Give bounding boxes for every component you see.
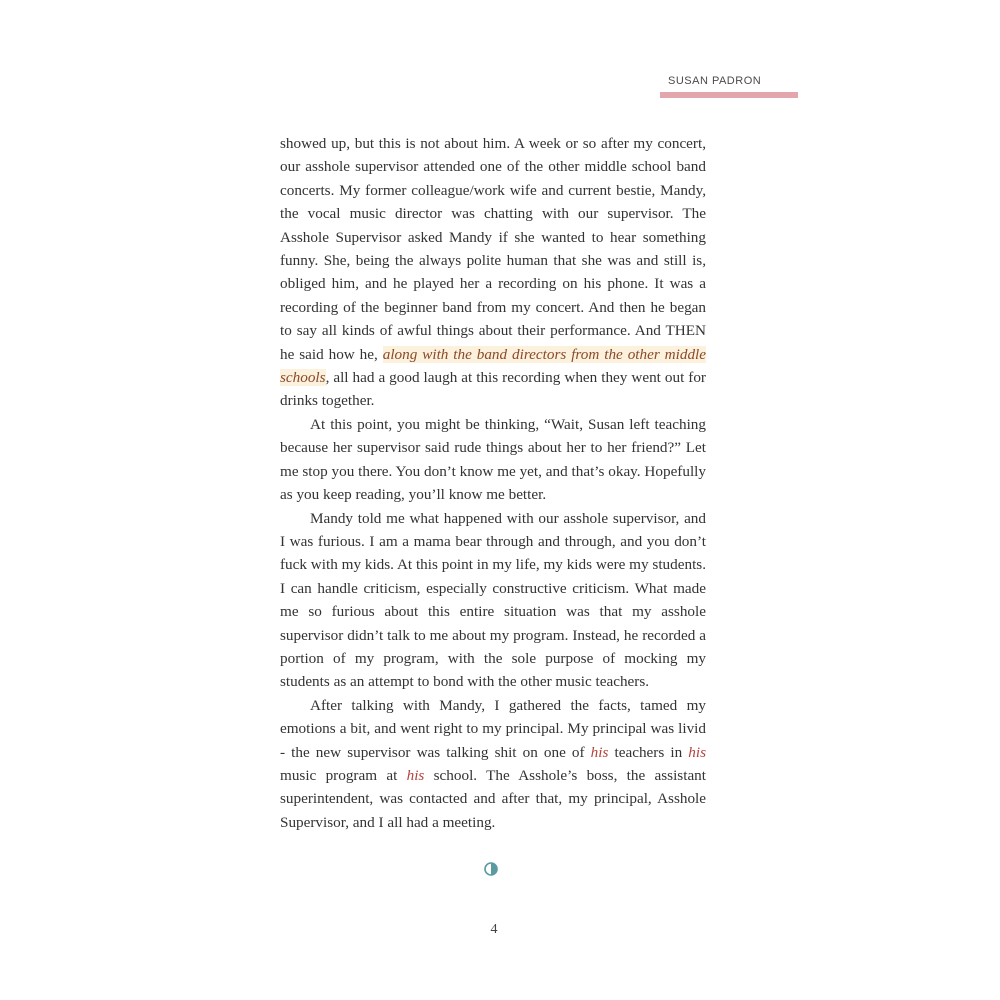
p1-text-after: , all had a good laugh at this recording when they went out for drinks together. bbox=[280, 369, 706, 410]
emphasis-his-2: his bbox=[688, 743, 706, 761]
p4-text-1: After talking with Mandy, I gathered the facts, tamed my emotions a bit, and went right to my principal. My principal was livid - the new supervisor was talking shit on one of bbox=[280, 696, 706, 761]
header-accent-bar bbox=[660, 92, 798, 98]
paragraph-3: Mandy told me what happened with our asshole supervisor, and I was furious. I am a mama bear through and through, and you don’t fuck with my kids. At this point in my life, my kids were my students. I can handle criticism, especially constructive criticism. What made me so furious about this entire situation was that my asshole supervisor didn’t talk to me about my program. Instead, he recorded a portion of my program, with the sole purpose of mocking my students as an attempt to bond with the other music teachers. bbox=[280, 509, 706, 691]
author-name: SUSAN PADRON bbox=[668, 75, 762, 87]
page-body bbox=[280, 132, 706, 834]
highlighted-emphasis: along with the band directors from the other middle schools bbox=[280, 345, 706, 387]
paragraph-2: At this point, you might be thinking, “Wait, Susan left teaching because her supervisor said rude things about her to her friend?” Let me stop you there. You don’t know me yet, and that’s okay. Hopefully as you keep reading, you’ll know me better. bbox=[280, 415, 706, 504]
emphasis-his-3: his bbox=[406, 766, 425, 784]
paragraph-4 bbox=[280, 694, 706, 834]
running-header bbox=[660, 74, 796, 98]
page-number: 4 bbox=[490, 922, 498, 937]
p4-text-3: music program at bbox=[280, 766, 407, 784]
emphasis-his-1: his bbox=[590, 743, 609, 761]
p1-text-before: showed up, but this is not about him. A week or so after my concert, our asshole supervisor attended one of the other middle school band concerts. My former colleague/work wife and current bestie, Mandy, the vocal music director was chatting with our supervisor. The Asshole Supervisor asked Mandy if she wanted to hear something funny. She, being the always polite human that she was and still is, obliged him, and he played her a recording on his phone. It was a recording of the beginner band from my concert. And then he began to say all kinds of awful things about their performance. And THEN he said how he, bbox=[280, 135, 706, 363]
paragraph-1 bbox=[280, 132, 706, 413]
half-circle-icon bbox=[484, 862, 498, 876]
p4-text-2: teachers in bbox=[608, 743, 689, 761]
p4-text-4: school. The Asshole’s boss, the assistant superintendent, was contacted and after that, my principal, Asshole Supervisor, and I all had a meeting. bbox=[280, 766, 706, 831]
